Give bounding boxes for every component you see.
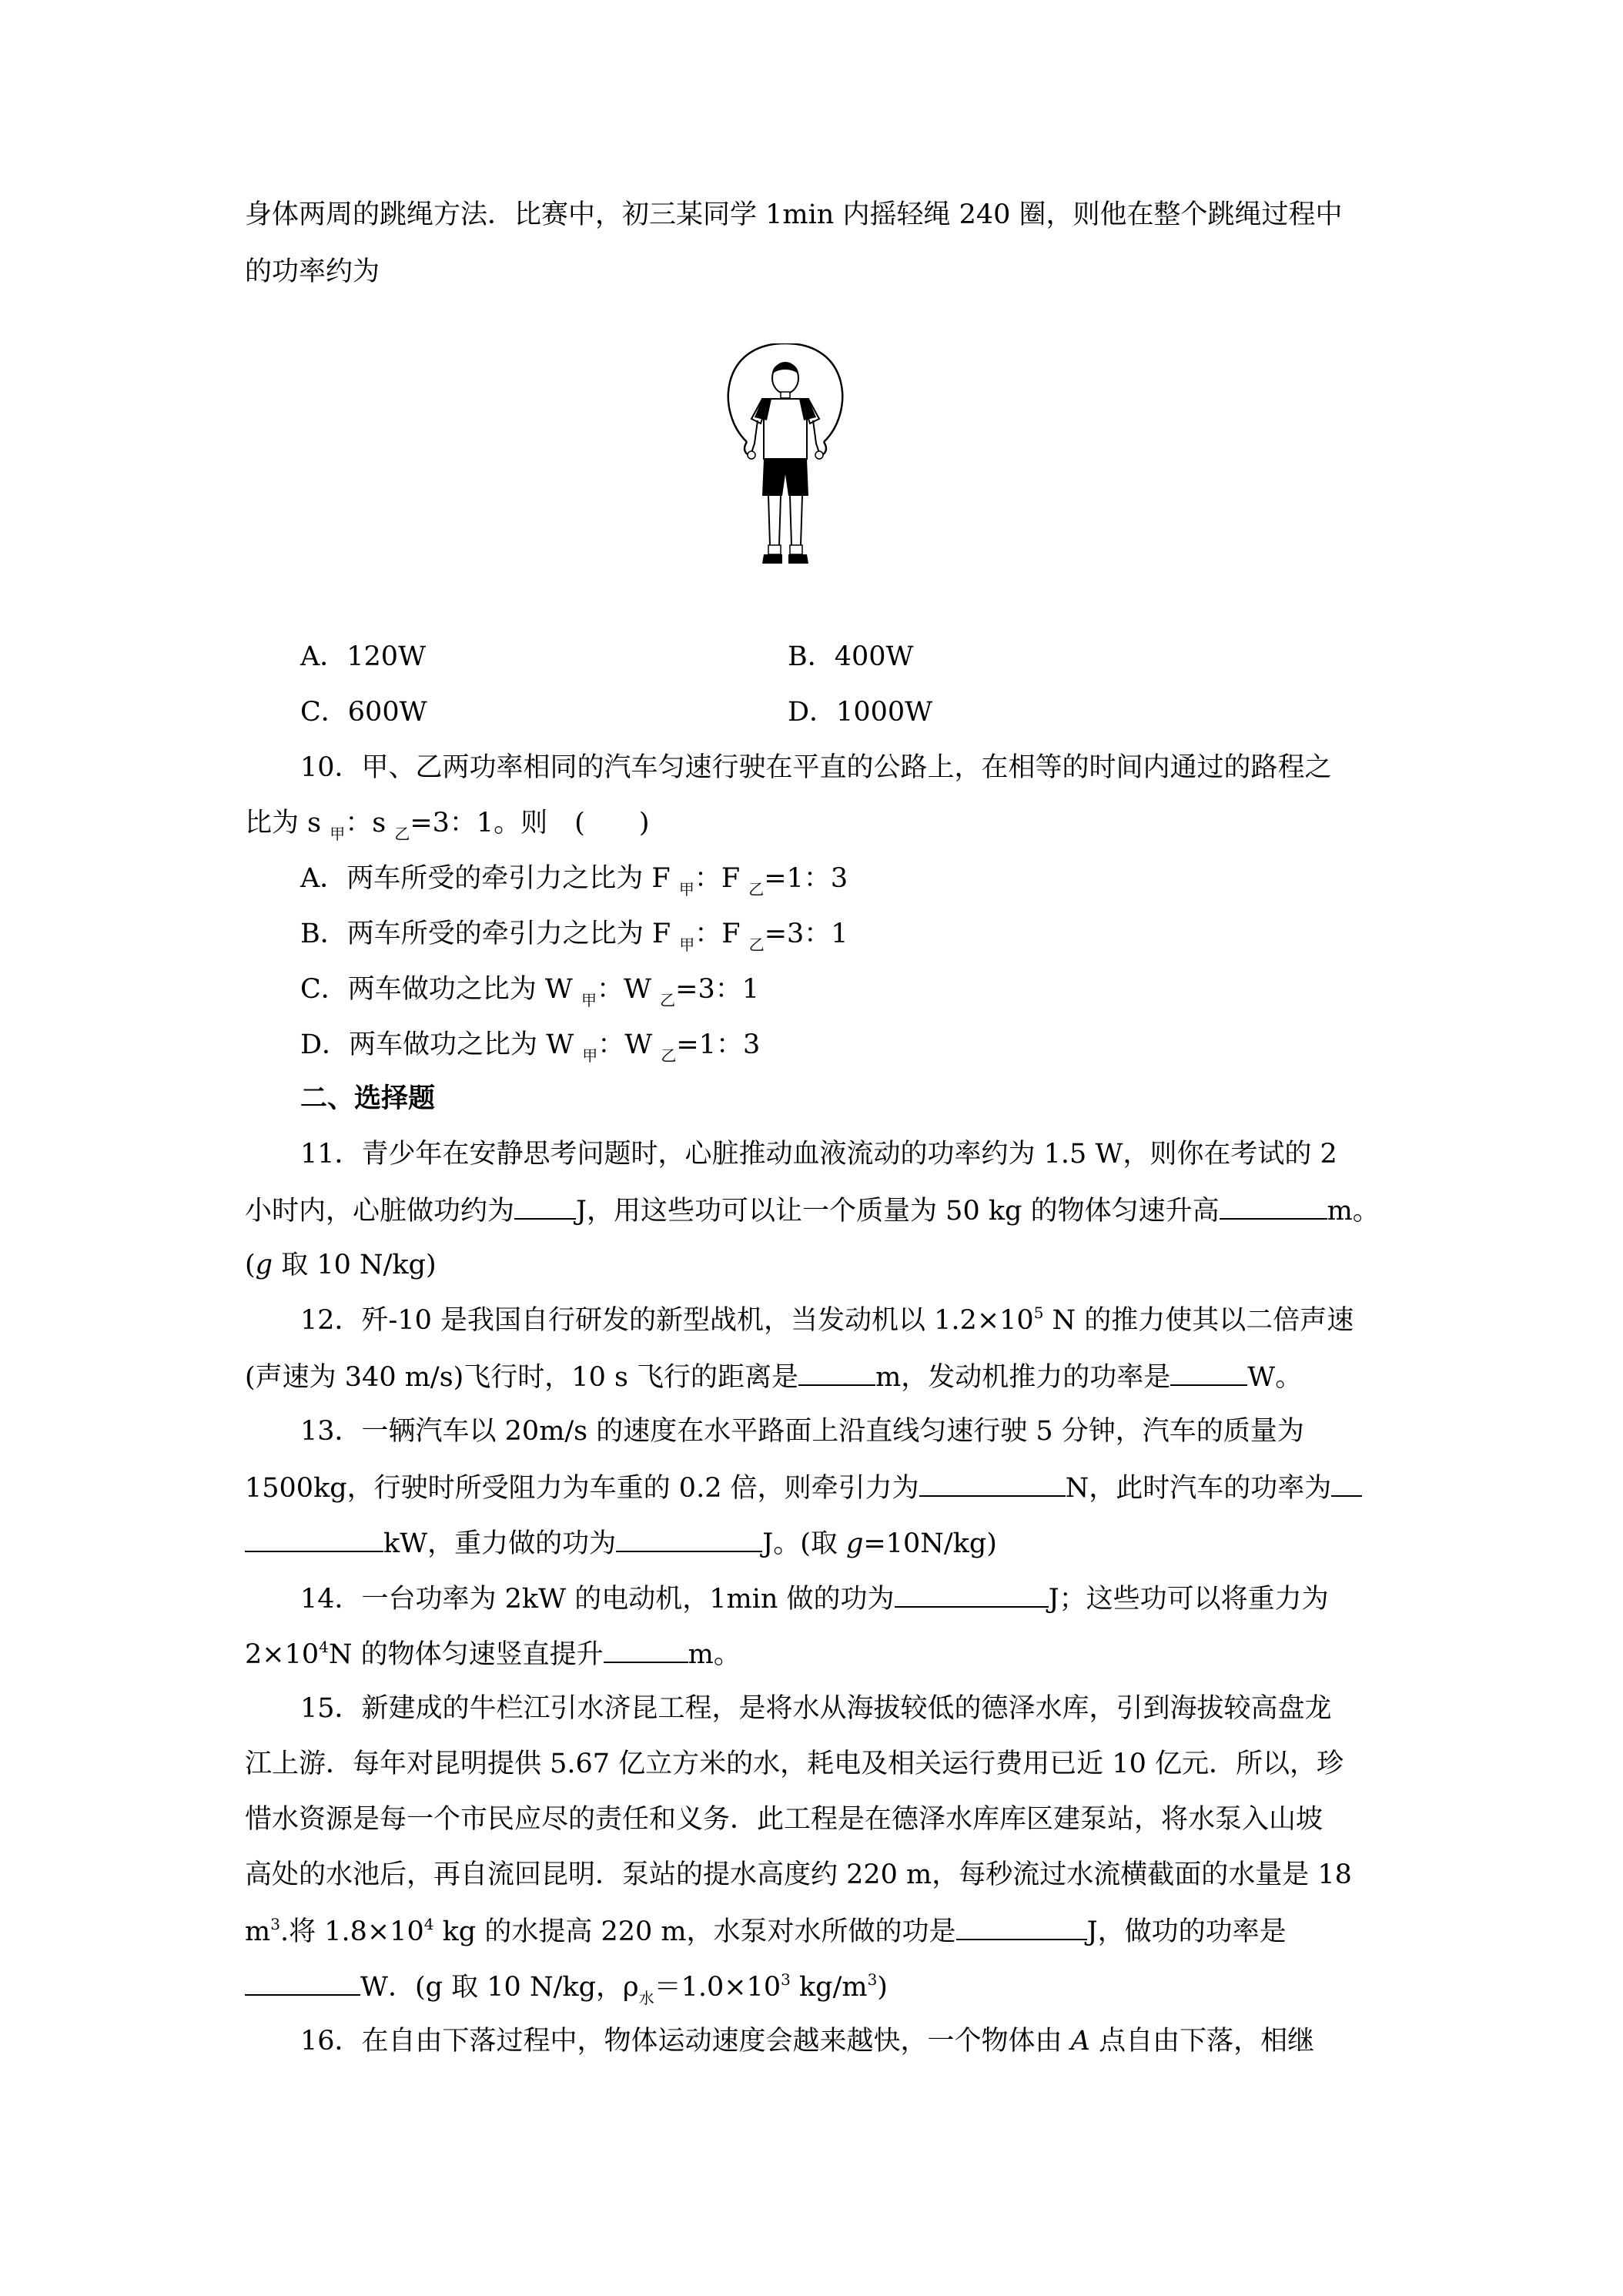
option-d: D．1000W [788, 697, 933, 728]
answer-blank[interactable] [604, 1640, 688, 1663]
question-12: 12．歼-10 是我国自行研发的新型战机，当发动机以 $1.2\times 10^5$ N 的推力使其以二倍声速 [300, 1304, 1354, 1336]
text-line: W．(g 取 10 N/kg，$\rho_水=1.0\times 10^3$ $kg/m^3$) [245, 1973, 888, 2001]
option-b: B．两车所受的牵引力之比为 F $_甲$：F $_乙$=3：1 [300, 919, 848, 954]
text-line: (g 取 10 N/kg) [245, 1250, 437, 1280]
question-11: 11．青少年在安静思考问题时，心脏推动血液流动的功率约为 1.5 W，则你在考试的 2 [300, 1139, 1337, 1170]
question-16: 16．在自由下落过程中，物体运动速度会越来越快，一个物体由 A 点自由下落，相继 [300, 2026, 1315, 2057]
answer-blank[interactable] [616, 1529, 762, 1552]
section-heading: 二、选择题 [300, 1083, 436, 1114]
text-line: 比为 s $_甲$：s $_乙$=3：1。则 ( ) [245, 808, 650, 843]
option-b: B．400W [788, 641, 914, 672]
option-a: A．两车所受的牵引力之比为 F $_甲$：F $_乙$=1：3 [300, 863, 848, 899]
option-c: C．两车做功之比为 W $_甲$：W $_乙$=3：1 [300, 974, 759, 1009]
answer-blank[interactable] [895, 1585, 1049, 1608]
text-line: 的功率约为 [245, 256, 380, 287]
text-line: $m^3$.将 $1.8\times 10^4$ kg 的水提高 220 m，水泵对水所做的功是 J，做功的功率是 [245, 1915, 1287, 1947]
answer-blank[interactable] [245, 1529, 383, 1552]
answer-blank[interactable] [798, 1363, 875, 1386]
text-line: 1500kg，行驶时所受阻力为车重的 0.2 倍，则牵引力为 N，此时汽车的功率为 [245, 1474, 1362, 1502]
text-line: (声速为 340 m/s)飞行时，10 s 飞行的距离是 m，发动机推力的功率是 W。 [245, 1362, 1303, 1393]
text-line: 惜水资源是每一个市民应尽的责任和义务．此工程是在德泽水库库区建泵站，将水泵入山坡 [245, 1804, 1323, 1835]
answer-blank[interactable] [919, 1474, 1066, 1497]
answer-blank[interactable] [956, 1917, 1087, 1940]
answer-blank[interactable] [1220, 1197, 1327, 1220]
question-15: 15．新建成的牛栏江引水济昆工程，是将水从海拔较低的德泽水库，引到海拔较高盘龙 [300, 1693, 1332, 1724]
text-line: 高处的水池后，再自流回昆明．泵站的提水高度约 220 m，每秒流过水流横截面的水量是 18 [245, 1859, 1352, 1890]
question-10: 10．甲、乙两功率相同的汽车匀速行驶在平直的公路上，在相等的时间内通过的路程之 [300, 752, 1332, 783]
option-a: A．120W [300, 641, 427, 672]
text-line: 小时内，心脏做功约为 J，用这些功可以让一个质量为 50 kg 的物体匀速升高 m。 [245, 1196, 1380, 1227]
question-14: 14．一台功率为 2kW 的电动机，1min 做的功为 J；这些功可以将重力为 [300, 1584, 1329, 1615]
answer-blank[interactable] [1170, 1363, 1247, 1386]
rope-skipping-figure [716, 343, 855, 574]
answer-blank[interactable] [1331, 1474, 1362, 1497]
text-line: $2\times 10^4N$ 的物体匀速竖直提升 m。 [245, 1638, 741, 1670]
text-line: 江上游．每年对昆明提供 5.67 亿立方米的水，耗电及相关运行费用已近 10 亿元．所以，珍 [245, 1749, 1344, 1779]
option-c: C．600W [300, 697, 427, 728]
text-line: kW，重力做的功为 J。(取 g=10N/kg) [245, 1529, 997, 1558]
option-d: D．两车做功之比为 W $_甲$：W $_乙$=1：3 [300, 1029, 761, 1065]
text-line: 身体两周的跳绳方法．比赛中，初三某同学 1min 内摇轻绳 240 圈，则他在整个跳绳过程中 [245, 199, 1343, 230]
question-13: 13．一辆汽车以 20m/s 的速度在水平路面上沿直线匀速行驶 5 分钟，汽车的质量为 [300, 1416, 1304, 1447]
answer-blank[interactable] [514, 1197, 576, 1220]
answer-blank[interactable] [245, 1973, 360, 1996]
